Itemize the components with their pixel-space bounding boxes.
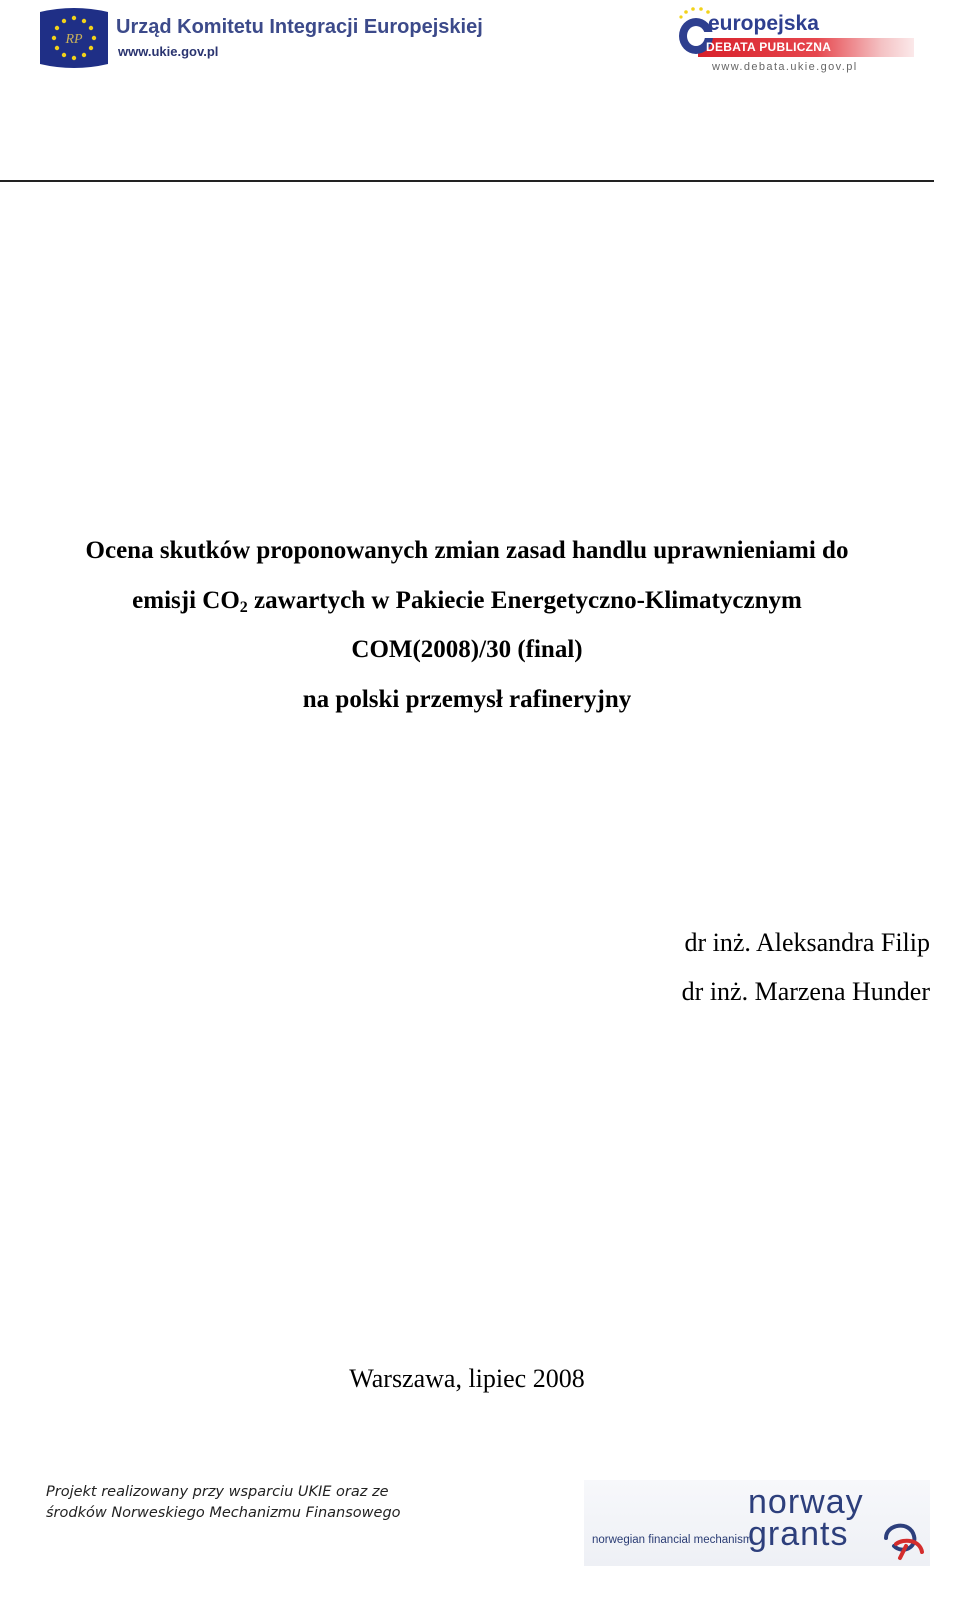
title-line-2-pre: emisji CO <box>132 586 240 614</box>
ukie-url: www.ukie.gov.pl <box>118 44 219 59</box>
eu-flag-icon <box>38 6 110 70</box>
debata-subtitle: DEBATA PUBLICZNA <box>706 40 832 54</box>
norway-caption: norwegian financial mechanism <box>592 1534 753 1546</box>
title-line-2-post: zawartych w Pakiecie Energetyczno-Klimatycznym <box>247 586 802 614</box>
author-2: dr inż. Marzena Hunder <box>681 977 930 1006</box>
header-divider <box>0 180 934 182</box>
title-line-4: na polski przemysł rafineryjny <box>302 685 632 713</box>
title-line-3: COM(2008)/30 (final) <box>351 636 583 663</box>
footer-note-line-2: środków Norweskiego Mechanizmu Finansowego <box>46 1505 401 1521</box>
debata-logo <box>676 4 916 76</box>
debata-word: europejska <box>708 12 819 35</box>
footer-note-line-1: Projekt realizowany przy wsparciu UKIE oraz ze <box>46 1484 389 1500</box>
debata-url: www.debata.ukie.gov.pl <box>712 61 858 73</box>
place-date: Warszawa, lipiec 2008 <box>349 1364 585 1393</box>
author-1: dr inż. Aleksandra Filip <box>684 928 930 957</box>
document-title <box>0 526 934 724</box>
norway-grants-logo <box>584 1480 930 1566</box>
co2-subscript: 2 <box>239 598 248 616</box>
ukie-name: Urząd Komitetu Integracji Europejskiej <box>116 16 483 38</box>
ukie-logo <box>38 6 518 72</box>
grants-word: grants <box>748 1515 849 1553</box>
authors <box>682 918 930 1016</box>
ukie-flag-initials: RP <box>65 32 83 47</box>
title-line-2 <box>0 576 934 626</box>
footer-note <box>46 1482 401 1524</box>
title-line-1: Ocena skutków proponowanych zmian zasad handlu uprawnieniami do <box>85 537 849 564</box>
norway-swirl-icon <box>880 1514 926 1562</box>
norway-word: norway <box>748 1483 864 1521</box>
